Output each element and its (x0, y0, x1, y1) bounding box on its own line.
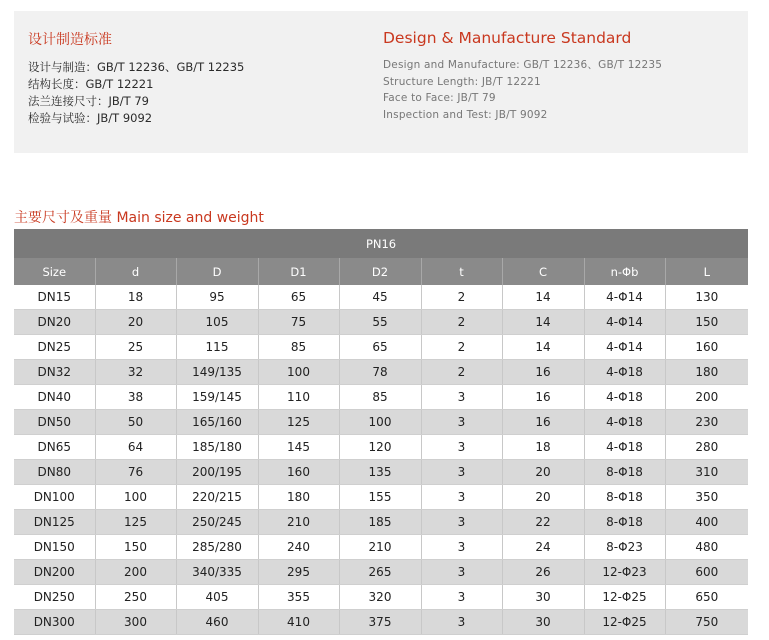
table-cell: DN50 (14, 410, 95, 435)
table-cell: 76 (95, 460, 176, 485)
table-cell: 185/180 (176, 435, 258, 460)
table-cell: 12-Φ23 (584, 560, 665, 585)
table-row (14, 585, 748, 610)
table-cell: 55 (339, 310, 421, 335)
table-cell: 310 (665, 460, 748, 485)
table-cell: 230 (665, 410, 748, 435)
table-row (14, 435, 748, 460)
table-cell: 480 (665, 535, 748, 560)
standards-cn-line: 结构长度：GB/T 12221 (28, 77, 154, 91)
table-cell: 150 (665, 310, 748, 335)
section-title: 主要尺寸及重量 Main size and weight (14, 210, 264, 226)
header-row (14, 258, 748, 285)
table-cell: 250 (95, 585, 176, 610)
table-cell: DN300 (14, 610, 95, 635)
table-cell: 12-Φ25 (584, 610, 665, 635)
standards-en-heading: Design & Manufacture Standard (383, 29, 632, 47)
table-cell: 405 (176, 585, 258, 610)
table-cell: 160 (665, 335, 748, 360)
standards-cn-line: 设计与制造：GB/T 12236、GB/T 12235 (28, 60, 245, 74)
table-cell: 320 (339, 585, 421, 610)
table-cell: 25 (95, 335, 176, 360)
standards-en-line: Face to Face: JB/T 79 (383, 92, 496, 104)
table-cell: 20 (95, 310, 176, 335)
table-cell: 105 (176, 310, 258, 335)
table-cell: 220/215 (176, 485, 258, 510)
table-cell: 130 (665, 285, 748, 310)
table-cell: 3 (421, 410, 502, 435)
table-cell: 3 (421, 510, 502, 535)
table-cell: DN32 (14, 360, 95, 385)
standards-cn-heading: 设计制造标准 (28, 32, 112, 48)
table-cell: 2 (421, 335, 502, 360)
table-cell: 3 (421, 385, 502, 410)
table-cell: 135 (339, 460, 421, 485)
size-table (14, 229, 748, 635)
table-row (14, 310, 748, 335)
table-cell: DN15 (14, 285, 95, 310)
standards-cn-line: 法兰连接尺寸：JB/T 79 (28, 94, 149, 108)
table-cell: 750 (665, 610, 748, 635)
table-row (14, 560, 748, 585)
column-header: D1 (258, 258, 339, 285)
column-header: C (502, 258, 584, 285)
table-cell: 355 (258, 585, 339, 610)
table-cell: 3 (421, 535, 502, 560)
table-cell: 65 (258, 285, 339, 310)
standards-en-column (383, 29, 662, 123)
table-cell: 14 (502, 285, 584, 310)
table-row (14, 285, 748, 310)
table-cell: 3 (421, 435, 502, 460)
table-cell: 600 (665, 560, 748, 585)
table-cell: 120 (339, 435, 421, 460)
table-cell: 20 (502, 460, 584, 485)
table-cell: 2 (421, 310, 502, 335)
table-cell: 125 (95, 510, 176, 535)
table-cell: 410 (258, 610, 339, 635)
table-cell: 30 (502, 585, 584, 610)
table-cell: 16 (502, 360, 584, 385)
table-cell: DN65 (14, 435, 95, 460)
table-cell: 375 (339, 610, 421, 635)
table-cell: 180 (665, 360, 748, 385)
table-cell: 200/195 (176, 460, 258, 485)
table-cell: 20 (502, 485, 584, 510)
table-row (14, 485, 748, 510)
table-cell: 200 (665, 385, 748, 410)
table-cell: 12-Φ25 (584, 585, 665, 610)
table-cell: 3 (421, 560, 502, 585)
column-header: Size (14, 258, 95, 285)
table-cell: 250/245 (176, 510, 258, 535)
table-cell: 100 (339, 410, 421, 435)
table-cell: DN80 (14, 460, 95, 485)
table-cell: DN250 (14, 585, 95, 610)
column-header: n-Φb (584, 258, 665, 285)
table-row (14, 360, 748, 385)
table-cell: 110 (258, 385, 339, 410)
table-cell: 145 (258, 435, 339, 460)
table-row (14, 535, 748, 560)
table-cell: 295 (258, 560, 339, 585)
table-cell: 85 (339, 385, 421, 410)
column-header: t (421, 258, 502, 285)
table-cell: 3 (421, 485, 502, 510)
table-cell: 24 (502, 535, 584, 560)
table-cell: 8-Φ18 (584, 485, 665, 510)
table-row (14, 410, 748, 435)
table-cell: DN40 (14, 385, 95, 410)
table-cell: 18 (502, 435, 584, 460)
table-row (14, 610, 748, 635)
table-cell: 14 (502, 310, 584, 335)
table-cell: 149/135 (176, 360, 258, 385)
table-cell: 155 (339, 485, 421, 510)
table-cell: 4-Φ18 (584, 385, 665, 410)
table-cell: 2 (421, 285, 502, 310)
table-cell: 340/335 (176, 560, 258, 585)
standards-panel (14, 11, 748, 153)
table-cell: 16 (502, 385, 584, 410)
table-cell: 4-Φ18 (584, 435, 665, 460)
table-cell: 150 (95, 535, 176, 560)
standards-en-line: Inspection and Test: JB/T 9092 (383, 108, 548, 121)
table-row (14, 335, 748, 360)
table-cell: 22 (502, 510, 584, 535)
table-cell: 4-Φ14 (584, 310, 665, 335)
column-header: D2 (339, 258, 421, 285)
table-cell: 350 (665, 485, 748, 510)
pressure-row (14, 229, 748, 258)
table-cell: 650 (665, 585, 748, 610)
table-cell: 300 (95, 610, 176, 635)
table-cell: 4-Φ14 (584, 335, 665, 360)
pressure-label: PN16 (14, 229, 748, 258)
table-cell: DN125 (14, 510, 95, 535)
table-cell: DN150 (14, 535, 95, 560)
table-cell: 280 (665, 435, 748, 460)
table-cell: 8-Φ18 (584, 510, 665, 535)
table-cell: DN200 (14, 560, 95, 585)
table-cell: 4-Φ14 (584, 285, 665, 310)
table-cell: 100 (258, 360, 339, 385)
table-body (14, 285, 748, 635)
table-cell: 185 (339, 510, 421, 535)
table-cell: 64 (95, 435, 176, 460)
table-cell: 85 (258, 335, 339, 360)
table-row (14, 510, 748, 535)
table-cell: 65 (339, 335, 421, 360)
table-row (14, 460, 748, 485)
standards-cn-column (28, 29, 244, 127)
table-cell: 240 (258, 535, 339, 560)
table-cell: 26 (502, 560, 584, 585)
table-cell: 3 (421, 585, 502, 610)
table-cell: 115 (176, 335, 258, 360)
table-cell: 4-Φ18 (584, 410, 665, 435)
table-cell: 3 (421, 460, 502, 485)
column-header: d (95, 258, 176, 285)
table-cell: 125 (258, 410, 339, 435)
table-cell: DN100 (14, 485, 95, 510)
table-row (14, 385, 748, 410)
table-cell: 165/160 (176, 410, 258, 435)
table-cell: 180 (258, 485, 339, 510)
column-header: L (665, 258, 748, 285)
column-header: D (176, 258, 258, 285)
table-cell: 8-Φ23 (584, 535, 665, 560)
table-cell: 75 (258, 310, 339, 335)
table-cell: 45 (339, 285, 421, 310)
table-cell: DN20 (14, 310, 95, 335)
table-cell: 30 (502, 610, 584, 635)
table-cell: 3 (421, 610, 502, 635)
table-cell: 14 (502, 335, 584, 360)
table-cell: 285/280 (176, 535, 258, 560)
table-cell: 460 (176, 610, 258, 635)
table-cell: DN25 (14, 335, 95, 360)
table-cell: 2 (421, 360, 502, 385)
table-cell: 159/145 (176, 385, 258, 410)
table-cell: 4-Φ18 (584, 360, 665, 385)
table-cell: 16 (502, 410, 584, 435)
table-cell: 38 (95, 385, 176, 410)
table-cell: 400 (665, 510, 748, 535)
table-cell: 78 (339, 360, 421, 385)
table-cell: 265 (339, 560, 421, 585)
standards-en-line: Structure Length: JB/T 12221 (383, 75, 541, 88)
table-cell: 95 (176, 285, 258, 310)
table-cell: 8-Φ18 (584, 460, 665, 485)
table-cell: 32 (95, 360, 176, 385)
table-cell: 210 (339, 535, 421, 560)
standards-en-line: Design and Manufacture: GB/T 12236、GB/T 12235 (383, 59, 663, 71)
table-cell: 50 (95, 410, 176, 435)
standards-cn-line: 检验与试验：JB/T 9092 (28, 111, 153, 125)
table-cell: 210 (258, 510, 339, 535)
table-cell: 200 (95, 560, 176, 585)
table-cell: 100 (95, 485, 176, 510)
table-cell: 160 (258, 460, 339, 485)
table-cell: 18 (95, 285, 176, 310)
